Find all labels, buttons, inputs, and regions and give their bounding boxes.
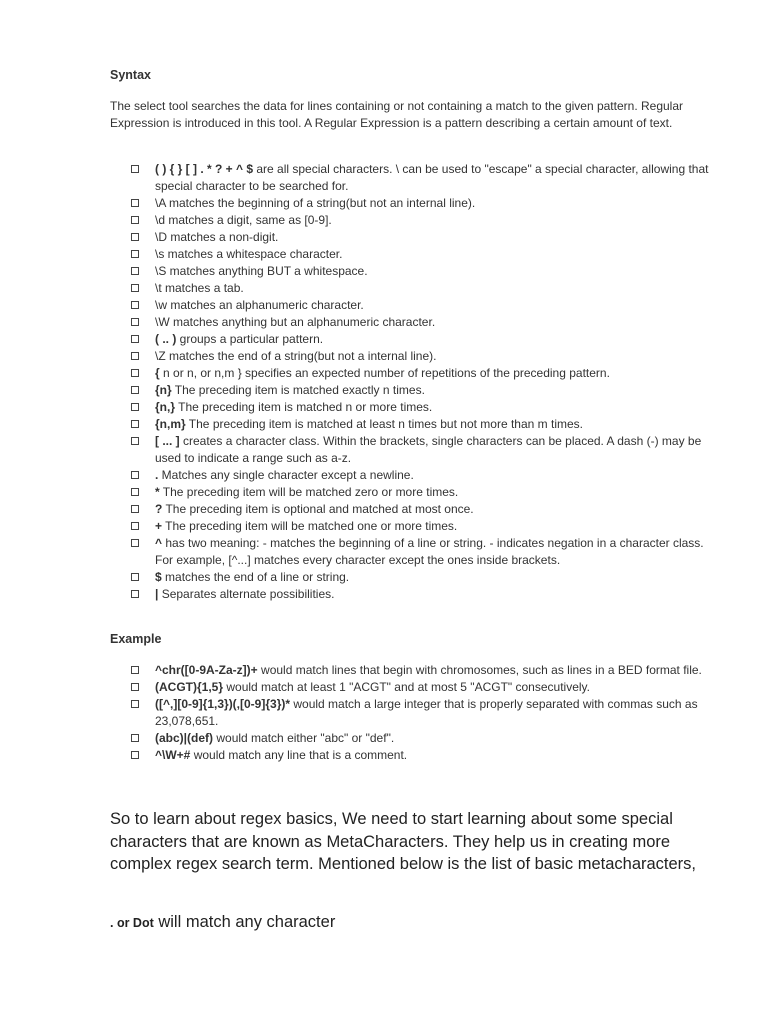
list-item (0, 518, 715, 535)
list-item (0, 747, 715, 764)
item-term: ^\W+# (155, 748, 191, 762)
bullet-box-icon (131, 386, 139, 394)
example-list (0, 662, 715, 764)
item-term: (abc)|(def) (155, 731, 214, 745)
item-text: \S matches anything BUT a whitespace. (155, 264, 368, 278)
list-item (0, 662, 715, 679)
bullet-box-icon (131, 522, 139, 530)
item-text: The preceding item is matched at least n times but not more than m times. (185, 417, 583, 431)
item-term: {n,} (155, 400, 176, 414)
list-item (0, 730, 715, 747)
list-item (0, 586, 715, 603)
item-text: would match any line that is a comment. (190, 748, 408, 762)
list-item (0, 696, 715, 730)
list-item (0, 331, 715, 348)
regex-basics-paragraph: So to learn about regex basics, We need to start learning about some special characters that are known as MetaCharacters. They help us in creating more complex regex search term. Mentioned below is the list of basic metacharacters, (110, 810, 697, 874)
item-text: would match a large integer that is properly separated with commas such as 23,078,651. (155, 697, 698, 728)
item-text: The preceding item is matched n or more times. (175, 400, 433, 414)
item-text: Matches any single character except a newline. (158, 468, 414, 482)
bullet-box-icon (131, 666, 139, 674)
item-term: $ (155, 570, 162, 584)
syntax-heading: Syntax (110, 68, 151, 82)
list-item (0, 314, 715, 331)
bullet-box-icon (131, 199, 139, 207)
item-term: ( ) { } [ ] . * ? + ^ $ (155, 162, 254, 176)
bullet-box-icon (131, 301, 139, 309)
list-item (0, 161, 715, 195)
bullet-box-icon (131, 250, 139, 258)
dot-term: . or Dot (110, 916, 154, 930)
dot-description: will match any character (153, 913, 336, 931)
bullet-box-icon (131, 403, 139, 411)
bullet-box-icon (131, 284, 139, 292)
item-text: creates a character class. Within the brackets, single characters can be placed. A dash (-) may be used to indicate a range such as a-z. (155, 434, 702, 465)
list-item (0, 263, 715, 280)
bullet-box-icon (131, 505, 139, 513)
item-text: would match either "abc" or "def". (213, 731, 395, 745)
item-text: The preceding item is matched exactly n times. (171, 383, 425, 397)
bullet-box-icon (131, 165, 139, 173)
list-item (0, 246, 715, 263)
bullet-box-icon (131, 751, 139, 759)
item-term: * (155, 485, 160, 499)
bullet-box-icon (131, 233, 139, 241)
syntax-intro: The select tool searches the data for lines containing or not containing a match to the given pattern. Regular Expression is introduced in this tool. A Regular Expression is a pattern describing a certain amount of text. (110, 99, 684, 130)
list-item (0, 399, 715, 416)
item-term: { (155, 366, 160, 380)
bullet-box-icon (131, 539, 139, 547)
item-term: (ACGT){1,5} (155, 680, 224, 694)
syntax-list (0, 161, 715, 603)
bullet-box-icon (131, 216, 139, 224)
item-text: \w matches an alphanumeric character. (155, 298, 364, 312)
bullet-box-icon (131, 471, 139, 479)
bullet-box-icon (131, 700, 139, 708)
dot-definition (110, 913, 335, 932)
item-text: \W matches anything but an alphanumeric character. (155, 315, 436, 329)
list-item (0, 467, 715, 484)
item-text: would match at least 1 "ACGT" and at most 5 "ACGT" consecutively. (223, 680, 590, 694)
item-text: The preceding item will be matched one or more times. (162, 519, 458, 533)
item-text: n or n, or n,m } specifies an expected number of repetitions of the preceding pattern. (159, 366, 610, 380)
item-text: \A matches the beginning of a string(but not an internal line). (155, 196, 476, 210)
list-item (0, 382, 715, 399)
bullet-box-icon (131, 420, 139, 428)
list-item (0, 501, 715, 518)
list-item (0, 569, 715, 586)
bullet-box-icon (131, 437, 139, 445)
bullet-box-icon (131, 734, 139, 742)
item-text: matches the end of a line or string. (161, 570, 350, 584)
item-text: \t matches a tab. (155, 281, 244, 295)
item-term: ( .. ) (155, 332, 177, 346)
list-item (0, 679, 715, 696)
bullet-box-icon (131, 683, 139, 691)
list-item (0, 280, 715, 297)
list-item (0, 416, 715, 433)
item-text: The preceding item will be matched zero or more times. (159, 485, 459, 499)
bullet-box-icon (131, 573, 139, 581)
list-item (0, 433, 715, 467)
bullet-box-icon (131, 369, 139, 377)
list-item (0, 365, 715, 382)
list-item (0, 229, 715, 246)
item-term: [ ... ] (155, 434, 180, 448)
bullet-box-icon (131, 590, 139, 598)
item-term: ^ (155, 536, 163, 550)
item-term: ^chr([0-9A-Za-z])+ (155, 663, 258, 677)
item-text: groups a particular pattern. (176, 332, 324, 346)
item-term: | (155, 587, 159, 601)
item-text: \s matches a whitespace character. (155, 247, 343, 261)
item-term: {n} (155, 383, 172, 397)
bullet-box-icon (131, 352, 139, 360)
item-text: would match lines that begin with chromosomes, such as lines in a BED format file. (257, 663, 702, 677)
list-item (0, 195, 715, 212)
item-text: Separates alternate possibilities. (158, 587, 335, 601)
item-text: The preceding item is optional and matched at most once. (162, 502, 474, 516)
item-term: ([^,][0-9]{1,3})(,[0-9]{3})* (155, 697, 291, 711)
item-text: has two meaning: - matches the beginning of a line or string. - indicates negation in a character class. For example, [^...] matches every character except the ones inside brackets. (155, 536, 704, 567)
list-item (0, 348, 715, 365)
list-item (0, 297, 715, 314)
bullet-box-icon (131, 488, 139, 496)
item-term: {n,m} (155, 417, 186, 431)
item-term: ? (155, 502, 163, 516)
bullet-box-icon (131, 335, 139, 343)
list-item (0, 484, 715, 501)
list-item (0, 535, 715, 569)
bullet-box-icon (131, 318, 139, 326)
bullet-box-icon (131, 267, 139, 275)
item-text: are all special characters. \ can be used to "escape" a special character, allowing that special character to be searched for. (155, 162, 709, 193)
item-term: + (155, 519, 163, 533)
list-item (0, 212, 715, 229)
item-text: \d matches a digit, same as [0-9]. (155, 213, 332, 227)
item-text: \Z matches the end of a string(but not a internal line). (155, 349, 437, 363)
example-heading: Example (110, 632, 162, 646)
item-term: . (155, 468, 159, 482)
item-text: \D matches a non-digit. (155, 230, 279, 244)
